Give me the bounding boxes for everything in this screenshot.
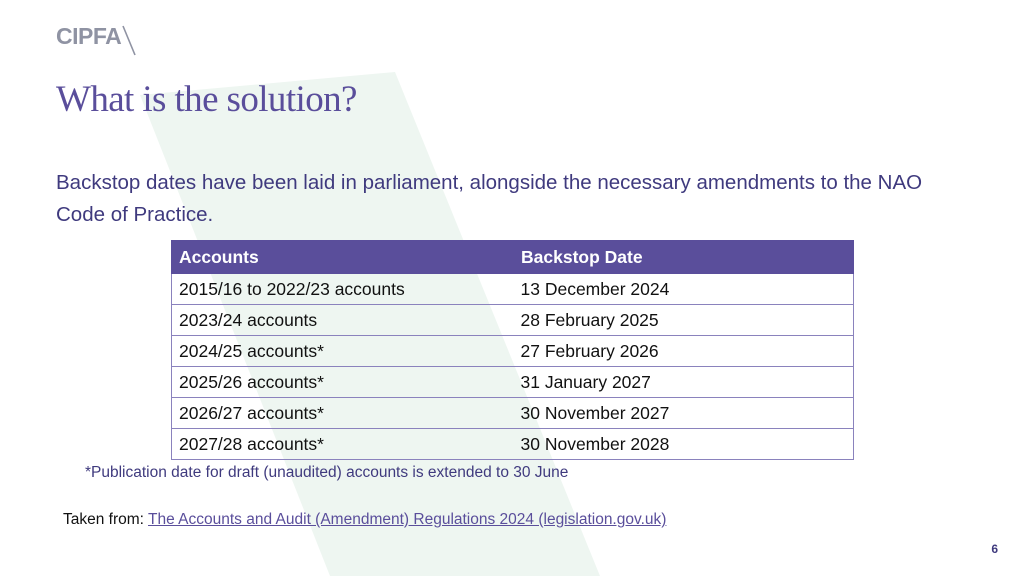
cell-accounts: 2025/26 accounts* (172, 367, 514, 398)
cell-backstop-date: 27 February 2026 (514, 336, 854, 367)
cell-backstop-date: 13 December 2024 (514, 274, 854, 305)
intro-text: Backstop dates have been laid in parliament, alongside the necessary amendments to the NAO Code of Practice. (56, 171, 923, 226)
source-link[interactable]: The Accounts and Audit (Amendment) Regulations 2024 (legislation.gov.uk) (148, 511, 667, 528)
cell-backstop-date: 31 January 2027 (514, 367, 854, 398)
table-row (172, 429, 854, 460)
cell-backstop-date: 28 February 2025 (514, 305, 854, 336)
table-row (172, 274, 854, 305)
page-number: 6 (991, 542, 998, 556)
table-row (172, 367, 854, 398)
source-citation (63, 511, 666, 529)
table-header-row (172, 241, 854, 274)
cell-backstop-date: 30 November 2027 (514, 398, 854, 429)
header-accounts: Accounts (172, 241, 514, 274)
logo-slash-icon (122, 22, 136, 56)
cell-backstop-date: 30 November 2028 (514, 429, 854, 460)
cell-accounts: 2026/27 accounts* (172, 398, 514, 429)
source-prefix: Taken from: (63, 511, 149, 528)
table-row (172, 336, 854, 367)
table-row (172, 305, 854, 336)
cell-accounts: 2024/25 accounts* (172, 336, 514, 367)
logo-text: CIPFA (56, 23, 122, 49)
footnote: *Publication date for draft (unaudited) accounts is extended to 30 June (85, 464, 569, 481)
cell-accounts: 2023/24 accounts (172, 305, 514, 336)
header-backstop-date: Backstop Date (514, 241, 854, 274)
page-title: What is the solution? (56, 79, 357, 120)
cipfa-logo (56, 22, 136, 56)
cell-accounts: 2027/28 accounts* (172, 429, 514, 460)
cell-accounts: 2015/16 to 2022/23 accounts (172, 274, 514, 305)
backstop-dates-table (171, 240, 854, 460)
table-row (172, 398, 854, 429)
